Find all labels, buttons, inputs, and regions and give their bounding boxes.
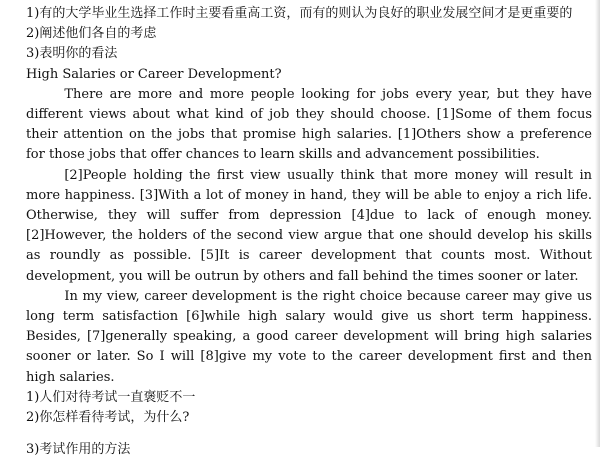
essay-paragraph-3: In my view, career development is the right choice because career may give us long term satisfaction [6]while high salary would give us short term happiness. Besides, [7]generally speaking, a good career development will bring high salaries sooner or later. So I will [8]give my vote to the career development first and then high salaries.: [26, 288, 592, 385]
page-edge-shadow: [595, 0, 600, 447]
essay-paragraph-2: [2]People holding the first view usually think that more money will result in more happiness. [3]With a lot of money in hand, they will be able to enjoy a rich life. Otherwise, they will suffer from depression [4]due to lack of enough money. [2]However, the holders of the second view argue that one should develop his skills as roundly as possible. [5]It is career development that counts most. Without development, you will be outrun by others and fall behind the times sooner or later.: [26, 167, 592, 284]
essay-text-block: [26, 4, 592, 428]
intro-point-2: 2)阐述他们各自的考虑: [26, 26, 157, 42]
next-point-1: 1)人们对待考试一直褒贬不一: [26, 389, 196, 405]
essay-title: High Salaries or Career Development?: [26, 66, 282, 82]
next-point-3-cut: 3)考试作用的方法: [26, 442, 131, 457]
intro-point-3: 3)表明你的看法: [26, 46, 118, 62]
next-point-2: 2)你怎样看待考试，为什么?: [26, 410, 190, 426]
essay-paragraph-1: There are more and more people looking for jobs every year, but they have different views about what kind of job they should choose. [1]Some of them focus their attention on the jobs that promise high salaries. [1]Others show a preference for those jobs that offer chances to learn skills and advancement possibilities.: [26, 86, 592, 163]
intro-point-1: 1)有的大学毕业生选择工作时主要看重高工资，而有的则认为良好的职业发展空间才是更重要的: [26, 6, 573, 21]
